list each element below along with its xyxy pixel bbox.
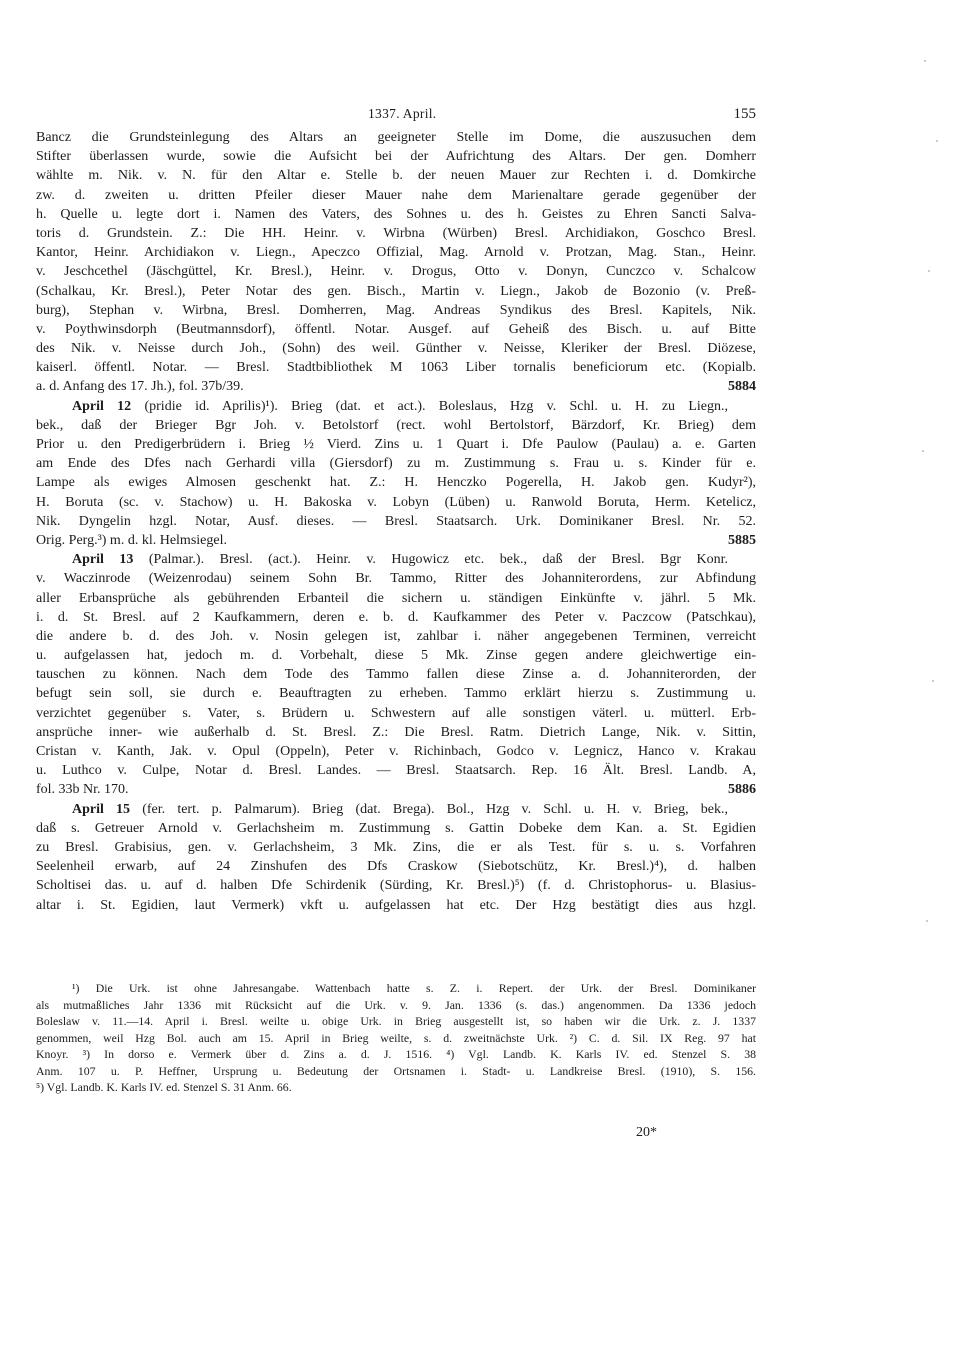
- text-line: Lampe als ewiges Almosen geschenkt hat. Z.: H. Henczko Pogerella, H. Jakob gen. Kudyr²),: [36, 475, 756, 491]
- text-line: u. aufgelassen hat, jedoch m. d. Vorbehalt, diese 5 Mk. Zinse gegen andere gleichwertige ein-: [36, 648, 756, 664]
- footnote-line: als mutmaßliches Jahr 1336 mit Rücksicht auf die Urk. v. 9. Jan. 1336 (s. das.) angenommen. Da 1336 jedoch: [36, 997, 756, 1012]
- text-line: burg), Stephan v. Wirbna, Bresl. Domherren, Mag. Andreas Syndikus des Bresl. Kapitels, Nik.: [36, 302, 756, 318]
- text-line: (fer. tert. p. Palmarum). Brieg (dat. Brega). Bol., Hzg v. Schl. u. H. v. Brieg, bek.,: [130, 801, 728, 817]
- text-line: (Schalkau, Kr. Bresl.), Peter Notar des gen. Bisch., Martin v. Liegn., Jakob de Bozonio (v. Preß-: [36, 283, 756, 299]
- speck: [922, 450, 924, 452]
- entry-number: 5885: [728, 532, 756, 548]
- text-line-last: [36, 377, 756, 396]
- text-line: Nik. Dyngelin hzgl. Notar, Ausf. dieses. — Bresl. Staatsarch. Urk. Dominikaner Bresl. Nr. 52.: [36, 513, 756, 529]
- entry-5885-first-line: [36, 397, 756, 416]
- speck: [928, 270, 930, 272]
- text-line: kaiserl. öffentl. Notar. — Bresl. Stadtbibliothek M 1063 Liber tornalis beneficiorum etc. (Kopialb.: [36, 360, 756, 376]
- text-line: i. d. St. Bresl. auf 2 Kaufkammern, deren e. b. d. Kaufkammer des Peter v. Paczcow (Patschkau),: [36, 609, 756, 625]
- text-line: altar i. St. Egidien, laut Vermerk) vkft u. aufgelassen hat etc. Der Hzg bestätigt dies aus hzgl.: [36, 897, 756, 913]
- text-line: fol. 33b Nr. 170.: [36, 782, 129, 798]
- text-line: Scholtisei das. u. auf d. halben Dfe Schirdenik (Sürding, Kr. Bresl.)⁵) (f. d. Christophorus- u. Blasius-: [36, 878, 756, 894]
- footnote-line: Boleslaw v. 11.—14. April i. Bresl. weilte u. obige Urk. in Brieg ausgestellt ist, so haben wir die Urk. z. J. 1337: [36, 1014, 756, 1028]
- text-line: Seelenheil erwarb, auf 24 Zinshufen des Dfs Craskow (Siebotschütz, Kr. Bresl.)⁴), d. halben: [36, 859, 756, 875]
- entry-date: April 12: [72, 398, 132, 414]
- footnote-line: Knoyr. ³) In dorso e. Vermerk über d. Zins a. d. J. 1516. ⁴) Vgl. Landb. K. Karls IV. ed. Stenzel S. 38: [36, 1047, 756, 1061]
- speck: [936, 140, 938, 142]
- entry-date: April 15: [72, 801, 131, 817]
- text-line: u. Luthco v. Culpe, Notar d. Bresl. Landes. — Bresl. Staatsarch. Rep. 16 Ält. Bresl. Landb. A,: [36, 763, 756, 779]
- text-line: Prior u. den Predigerbrüdern i. Brieg ½ Vierd. Zins u. 1 Quart i. Dfe Paulow (Paulau) a. e. Garten: [36, 437, 756, 452]
- text-line: des Nik. v. Neisse durch Joh., (Sohn) des weil. Günther v. Neisse, Kleriker der Bresl. Diözese,: [36, 341, 756, 357]
- text-line: wählte m. Nik. v. N. für den Altar e. Stelle b. der neuen Mauer zur Rechten i. d. Domkirche: [36, 168, 756, 184]
- page-number: 155: [733, 106, 756, 122]
- header-date: 1337. April.: [368, 106, 437, 121]
- text-line: aller Erbansprüche als gebührenden Erbanteil die sichern u. ständigen Einkünfte v. jährl. 5 Mk.: [36, 590, 756, 606]
- text-line: befugt sein soll, sie durch e. Beauftragten zu erheben. Tammo erklärt hierzu s. Zustimmung u.: [36, 686, 756, 702]
- footnote-line: ⁵) Vgl. Landb. K. Karls IV. ed. Stenzel S. 31 Anm. 66.: [36, 1080, 292, 1094]
- text-line: tauschen zu können. Nach dem Tode des Tammo fallen diese Zinse a. d. Johanniterorden, der: [36, 667, 756, 683]
- text-line-last: [36, 531, 756, 550]
- entry-5886-first-line: [36, 550, 756, 569]
- text-line: Kantor, Heinr. Archidiakon v. Liegn., Apeczco Offizial, Mag. Arnold v. Protzan, Mag. Stan., Heinr.: [36, 245, 756, 261]
- text-line-last: [36, 780, 756, 799]
- speck: [932, 680, 934, 682]
- text-line: ansprüche inner- wie außerhalb d. St. Bresl. Z.: Die Bresl. Ratm. Dietrich Lange, Nik. v. Sittin,: [36, 724, 756, 740]
- text-line: (Palmar.). Bresl. (act.). Heinr. v. Hugowicz etc. bek., daß der Bresl. Bgr Konr.: [133, 552, 729, 568]
- text-line: v. Poythwinsdorph (Beutmannsdorf), öffentl. Notar. Ausgef. auf Geheiß des Bisch. u. auf Bitte: [36, 321, 756, 337]
- running-head: [36, 106, 756, 126]
- speck: [926, 920, 928, 922]
- text-line: a. d. Anfang des 17. Jh.), fol. 37b/39.: [36, 379, 244, 395]
- text-line: zw. d. zweiten u. dritten Pfeiler dieser Mauer nahe dem Marienaltare gerade gegenüber der: [36, 187, 756, 203]
- footnote-line: genommen, weil Hzg Bol. auch am 15. April in Brieg weilte, s. d. zweitnächste Urk. ²) C. d. Sil. IX Reg. 97 hat: [36, 1030, 756, 1045]
- text-line: bek., daß der Brieger Bgr Joh. v. Betolstorf (rect. wohl Bertolstorf, Bärzdorf, Kr. Brieg) dem: [36, 417, 756, 433]
- footnotes: [36, 980, 756, 1096]
- text-line: h. Quelle u. legte dort i. Namen des Vaters, des Sohnes u. des h. Geistes zu Ehren Sancti Salva-: [36, 206, 756, 222]
- signature-mark: 20*: [636, 1125, 657, 1140]
- text-line: Orig. Perg.³) m. d. kl. Helmsiegel.: [36, 532, 227, 548]
- entry-number: 5886: [728, 782, 756, 798]
- speck: [924, 60, 926, 62]
- entry-number: 5884: [728, 379, 756, 395]
- margin-specks: [918, 40, 948, 1240]
- text-line: (pridie id. Aprilis)¹). Brieg (dat. et act.). Boleslaus, Hzg v. Schl. u. H. zu Liegn.,: [131, 398, 729, 414]
- text-line: Stifter überlassen wurde, sowie die Aufsicht bei der Aufrichtung des Altars. Der gen. Domherr: [36, 149, 756, 165]
- footnote-line: ¹) Die Urk. ist ohne Jahresangabe. Wattenbach hatte s. Z. i. Repert. der Urk. der Bresl. Dominikaner: [72, 981, 756, 995]
- text-line: v. Waczinrode (Weizenrodau) seinem Sohn Br. Tammo, Ritter des Johanniterordens, zur Abfindung: [36, 571, 756, 587]
- text-line: verzichtet gegenüber s. Vater, s. Brüdern u. Schwestern auf alle sonstigen väterl. u. mütterl. Erb-: [36, 705, 756, 721]
- entry-date: April 13: [72, 552, 134, 568]
- entry-5887-first-line: [36, 800, 756, 819]
- text-line: die andere b. d. des Joh. v. Nosin gelegen ist, zahlbar i. näher angegebenen Terminen, verreicht: [36, 628, 756, 644]
- text-line: H. Boruta (sc. v. Stachow) u. H. Bakoska v. Lobyn (Lüben) u. Ranwold Boruta, Herm. Ketelicz,: [36, 494, 756, 510]
- text-line: Cristan v. Kanth, Jak. v. Opul (Oppeln), Peter v. Richinbach, Godco v. Legnicz, Hanco v. Krakau: [36, 744, 756, 759]
- main-text: [36, 128, 756, 915]
- text-line: am Ende des Dfes nach Gerhardi villa (Giersdorf) zu m. Zustimmung s. Frau u. s. Kinder für e.: [36, 456, 756, 472]
- text-line: daß s. Getreuer Arnold v. Gerlachsheim m. Zustimmung s. Gattin Dobeke dem Kan. a. St. Egidien: [36, 820, 756, 836]
- footnote-line: Anm. 107 u. P. Heffner, Ursprung u. Bedeutung der Ortsnamen i. Stadt- u. Landkreise Bresl. (1910), S. 156.: [36, 1063, 756, 1078]
- text-line: zu Bresl. Grabisius, gen. v. Gerlachsheim, 3 Mk. Zins, die er als Test. für s. u. s. Vorfahren: [36, 839, 756, 855]
- text-line: v. Jeschcethel (Jäschgüttel, Kr. Bresl.), Heinr. v. Drogus, Otto v. Donyn, Cunczco v. Schalcow: [36, 264, 756, 280]
- text-line: Bancz die Grundsteinlegung des Altars an geeigneter Stelle im Dome, die auszusuchen dem: [36, 130, 756, 145]
- text-line: toris d. Grundstein. Z.: Die HH. Heinr. v. Wirbna (Würben) Bresl. Archidiakon, Goschco Bresl.: [36, 225, 756, 241]
